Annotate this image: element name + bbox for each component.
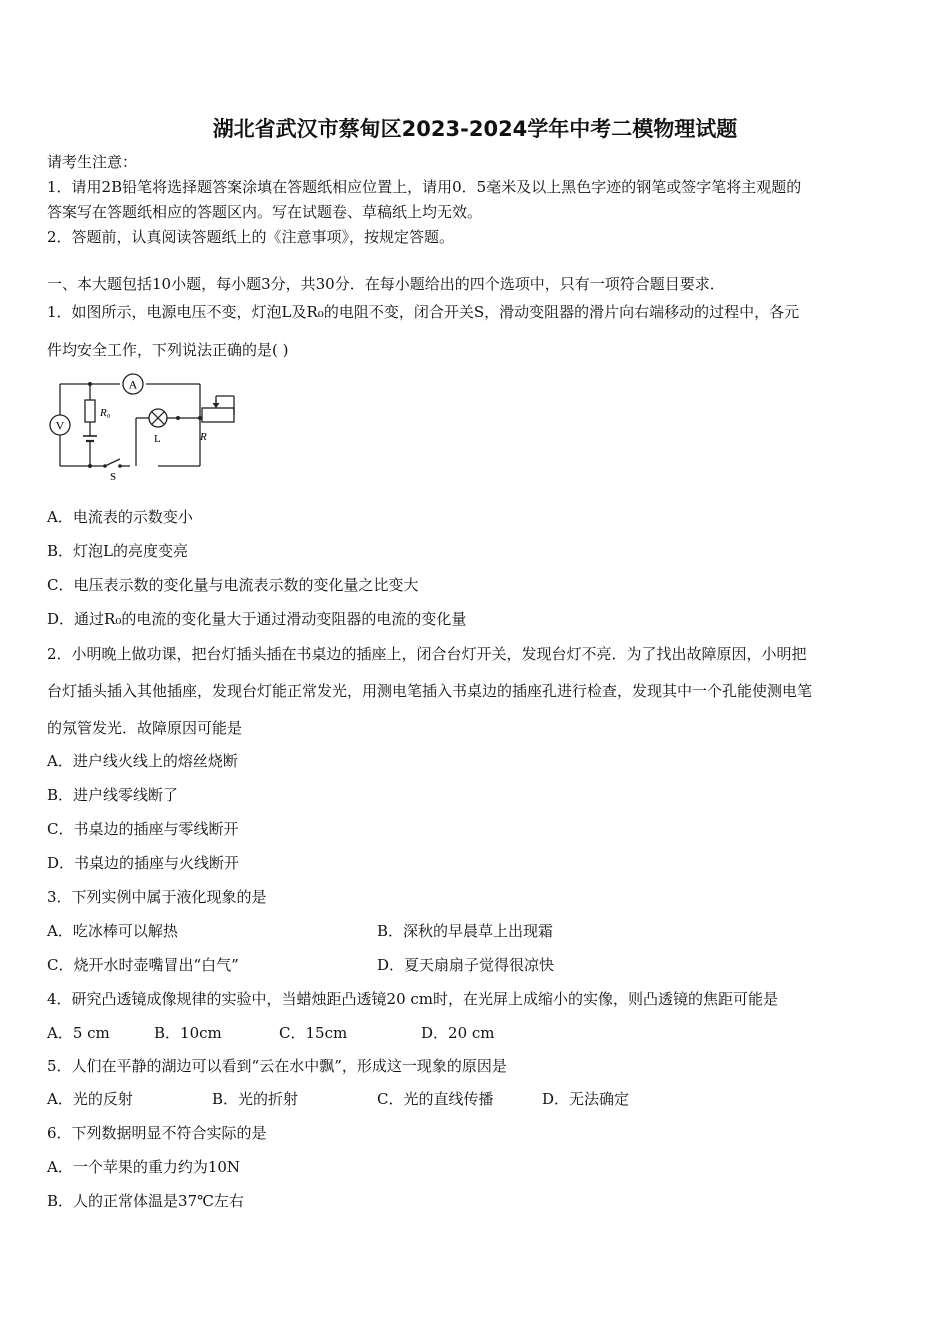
circuit-diagram	[40, 370, 245, 485]
q1-option-b: B．灯泡L的亮度变亮	[47, 542, 188, 560]
q2-stem-line2: 台灯插头插入其他插座，发现台灯能正常发光，用测电笔插入书桌边的插座孔进行检查，发现其中一个孔能使测电笔	[47, 682, 813, 700]
notice-heading: 请考生注意：	[47, 153, 138, 171]
q2-option-d: D．书桌边的插座与火线断开	[47, 854, 240, 872]
q6-option-b: B．人的正常体温是37℃左右	[47, 1192, 244, 1210]
q1-stem-line2: 件均安全工作，下列说法正确的是( )	[47, 341, 289, 359]
q2-option-b: B．进户线零线断了	[47, 786, 179, 804]
notice-line-1: 1．请用2B铅笔将选择题答案涂填在答题纸相应位置上，请用0．5毫米及以上黑色字迹的钢笔或签字笔将主观题的	[47, 178, 802, 196]
q2-stem-line3: 的氖管发光．故障原因可能是	[47, 719, 243, 737]
q1-option-d: D．通过R₀的电流的变化量大于通过滑动变阻器的电流的变化量	[47, 610, 467, 628]
q4-stem: 4．研究凸透镜成像规律的实验中，当蜡烛距凸透镜20 cm时，在光屏上成缩小的实像，则凸透镜的焦距可能是	[47, 990, 779, 1008]
q3-option-b: B．深秋的早晨草上出现霜	[377, 922, 554, 940]
notice-line-1b: 答案写在答题纸相应的答题区内。写在试题卷、草稿纸上均无效。	[47, 203, 483, 221]
q3-option-a: A．吃冰棒可以解热	[47, 922, 178, 940]
q2-option-c: C．书桌边的插座与零线断开	[47, 820, 239, 838]
lamp-label: L	[154, 433, 161, 445]
switch-label: S	[110, 471, 117, 483]
q3-option-c: C．烧开水时壶嘴冒出“白气”	[47, 956, 239, 974]
q1-option-c: C．电压表示数的变化量与电流表示数的变化量之比变大	[47, 576, 419, 594]
q5-stem: 5．人们在平静的湖边可以看到“云在水中飘”，形成这一现象的原因是	[47, 1057, 507, 1075]
section-heading: 一、本大题包括10小题，每小题3分，共30分．在每小题给出的四个选项中，只有一项符合题目要求．	[47, 275, 725, 293]
q6-stem: 6．下列数据明显不符合实际的是	[47, 1124, 267, 1142]
q4-option-a: A．5 cm	[47, 1024, 110, 1042]
q4-option-c: C．15cm	[279, 1024, 348, 1042]
q4-option-b: B．10cm	[154, 1024, 222, 1042]
notice-line-2: 2．答题前，认真阅读答题纸上的《注意事项》，按规定答题。	[47, 228, 455, 246]
page-title: 湖北省武汉市蔡甸区2023-2024学年中考二模物理试题	[212, 117, 738, 141]
q1-option-a: A．电流表的示数变小	[47, 508, 193, 526]
r0-label: R₀	[100, 407, 111, 419]
q3-stem: 3．下列实例中属于液化现象的是	[47, 888, 267, 906]
ammeter-label: A	[128, 377, 138, 392]
voltmeter-label: V	[55, 418, 65, 433]
q5-option-b: B．光的折射	[212, 1090, 299, 1108]
q5-option-c: C．光的直线传播	[377, 1090, 494, 1108]
q4-option-d: D．20 cm	[421, 1024, 495, 1042]
q6-option-a: A．一个苹果的重力约为10N	[47, 1158, 241, 1176]
q5-option-a: A．光的反射	[47, 1090, 133, 1108]
q1-stem-line1: 1．如图所示，电源电压不变，灯泡L及R₀的电阻不变，闭合开关S，滑动变阻器的滑片向右端移动的过程中，各元	[47, 303, 800, 321]
q5-option-d: D．无法确定	[542, 1090, 630, 1108]
q2-option-a: A．进户线火线上的熔丝烧断	[47, 752, 238, 770]
rheostat-label: R	[200, 431, 207, 443]
q3-option-d: D．夏天扇扇子觉得很凉快	[377, 956, 555, 974]
q2-stem-line1: 2．小明晚上做功课，把台灯插头插在书桌边的插座上，闭合台灯开关，发现台灯不亮．为了找出故障原因，小明把	[47, 645, 807, 663]
